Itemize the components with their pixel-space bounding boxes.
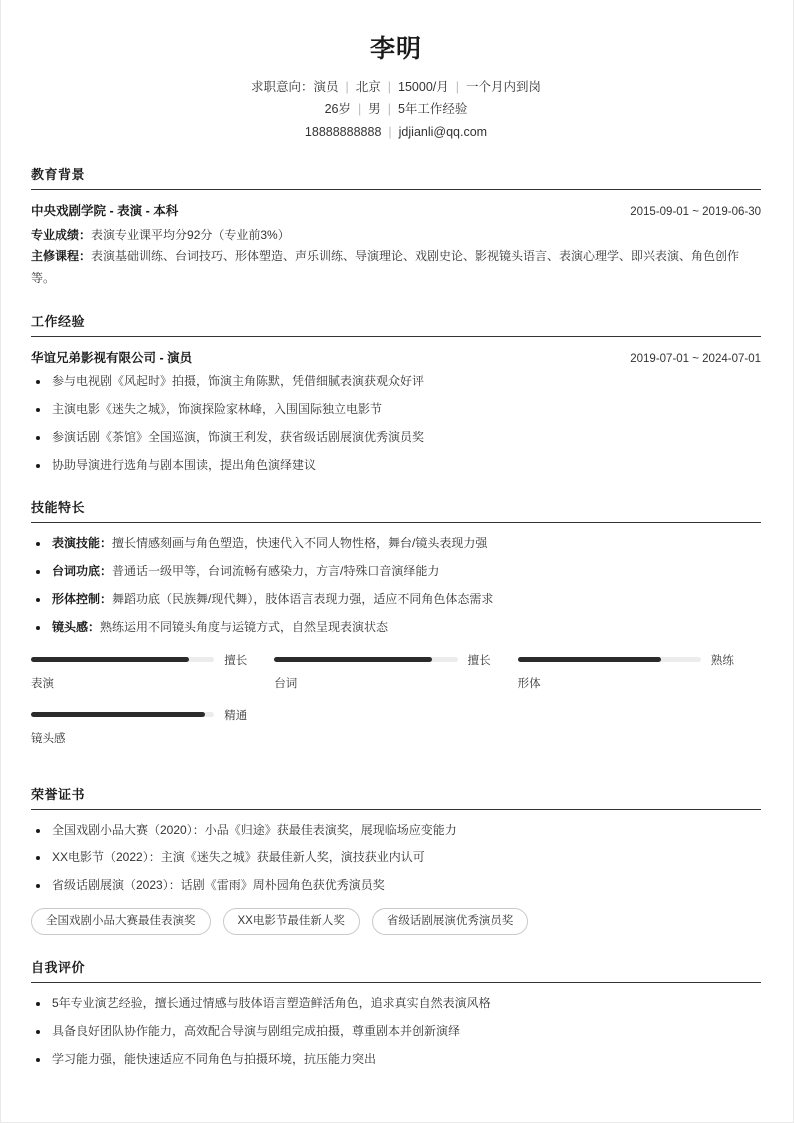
list-item [31,562,761,582]
job-intent-city: 北京 [355,80,381,94]
skill-bar-item [518,652,761,691]
list-item [31,618,761,638]
honor-tag: XX电影节最佳新人奖 [223,908,360,935]
skill-bar-track [274,657,457,662]
section-divider [31,336,761,337]
section-title-work: 工作经验 [31,314,86,330]
list-item: 具备良好团队协作能力，高效配合导演与剧组完成拍摄，尊重剧本并创新演绎 [31,1022,761,1042]
skill-description: 擅长情感刻画与角色塑造，快速代入不同人物性格，舞台/镜头表现力强 [112,536,488,551]
section-skills [31,497,761,761]
education-entry-header [31,201,761,219]
job-intent-availability: 一个月内到岗 [466,80,542,94]
separator: | [455,80,459,94]
list-item: 学习能力强，能快速适应不同角色与拍摄环境，抗压能力突出 [31,1050,761,1070]
work-date-range: 2019-07-01 ~ 2024-07-01 [630,353,761,366]
education-courses-label: 主修课程： [31,249,92,264]
age-value: 26岁 [324,102,351,117]
skill-bar-level: 熟练 [710,654,734,667]
skill-bar-track [518,657,701,662]
skill-bar-fill [31,657,189,662]
work-entry-header [31,348,761,366]
list-item: 参演话剧《茶馆》全国巡演，饰演王利发，获省级话剧展演优秀演员奖 [31,428,761,448]
section-work-experience [31,311,761,475]
education-courses-value: 表演基础训练、台词技巧、形体塑造、声乐训练、导演理论、戏剧史论、影视镜头语言、表演心理学、即兴表演、角色创作等。 [31,249,740,285]
section-divider [31,522,761,523]
skill-bar-item [31,652,274,691]
skill-bar-fill [31,712,205,717]
skill-bar-level: 擅长 [467,654,491,667]
education-grade-label: 专业成绩： [31,228,92,243]
evaluation-bullet-list [31,994,761,1069]
work-bullet-list [31,372,761,475]
education-courses-row [31,246,761,289]
skill-description: 熟练运用不同镜头角度与运镜方式，自然呈现表演状态 [100,619,389,634]
experience-years-value: 5年工作经验 [397,102,468,117]
list-item: 全国戏剧小品大赛（2020）：小品《归途》获最佳表演奖，展现临场应变能力 [31,821,761,841]
section-honors [31,784,761,935]
personal-info-line [31,100,761,119]
list-item [31,534,761,554]
skill-description: 舞蹈功底（民族舞/现代舞），肢体语言表现力强，适应不同角色体态需求 [112,591,494,606]
list-item: 5年专业演艺经验，擅长通过情感与肢体语言塑造鲜活角色，追求真实自然表演风格 [31,994,761,1014]
skill-bar-name: 台词 [274,677,298,690]
separator: | [345,80,349,94]
list-item: XX电影节（2022）：主演《迷失之城》获最佳新人奖，演技获业内认可 [31,848,761,868]
education-date-range: 2015-09-01 ~ 2019-06-30 [630,206,761,219]
list-item: 省级话剧展演（2023）：话剧《雷雨》周朴园角色获优秀演员奖 [31,876,761,896]
section-self-evaluation [31,957,761,1069]
skill-description: 普通话一级甲等，台词流畅有感染力，方言/特殊口音演绎能力 [112,564,440,579]
skill-bar-name: 表演 [31,677,54,690]
skill-bar-fill [274,657,432,662]
skill-label: 台词功底： [52,564,113,579]
skill-label: 形体控制： [52,591,113,606]
section-divider [31,809,761,810]
section-divider [31,189,761,190]
list-item: 协助导演进行选角与剧本围读，提出角色演绎建议 [31,456,761,476]
skill-bar-row [518,652,739,668]
skill-bar-track [31,657,214,662]
section-title-skills: 技能特长 [31,500,86,516]
skill-bar-level: 擅长 [224,654,248,667]
resume-header [31,34,761,142]
honor-tag-group [31,908,761,935]
section-title-honors: 荣誉证书 [31,786,86,802]
skill-bar-level: 精通 [224,709,248,722]
skill-bar-name: 镜头感 [31,732,66,745]
section-title-education: 教育背景 [31,167,86,183]
education-grade-row [31,225,761,246]
section-divider [31,982,761,983]
email-value: jdjianli@qq.com [398,124,488,139]
job-intent-line [31,78,761,97]
skill-bar-item [274,652,517,691]
skill-bar-item [31,707,274,746]
skill-label: 表演技能： [52,536,113,551]
honor-tag: 全国戏剧小品大赛最佳表演奖 [31,908,211,935]
job-intent-label: 求职意向： [250,80,314,94]
separator: | [387,102,391,117]
skills-bullet-list [31,534,761,637]
skill-bar-group [31,652,761,762]
job-intent-position: 演员 [313,80,339,94]
candidate-name: 李明 [369,35,422,63]
contact-info-line [31,123,761,142]
honor-tag: 省级话剧展演优秀演员奖 [372,908,529,935]
phone-value: 18888888888 [304,124,382,139]
skill-bar-row [31,652,252,668]
skill-bar-name: 形体 [517,677,541,690]
list-item: 主演电影《迷失之城》，饰演探险家林峰，入围国际独立电影节 [31,400,761,420]
honors-bullet-list [31,821,761,896]
skill-label: 镜头感： [52,619,101,634]
section-title-evaluation: 自我评价 [31,959,86,975]
section-education [31,164,761,289]
job-intent-salary: 15000/月 [398,80,449,94]
skill-bar-row [31,707,252,723]
separator: | [388,124,392,139]
separator: | [387,80,392,94]
gender-value: 男 [368,102,381,117]
work-company: 华谊兄弟影视有限公司 - 演员 [31,351,193,366]
separator: | [357,102,362,117]
skill-bar-row [274,652,495,668]
skill-bar-fill [518,657,661,662]
skill-bar-track [31,712,214,717]
list-item: 参与电视剧《风起时》拍摄，饰演主角陈默，凭借细腻表演获观众好评 [31,372,761,392]
list-item [31,590,761,610]
education-school: 中央戏剧学院 - 表演 - 本科 [31,204,179,219]
education-grade-value: 表演专业课平均分92分（专业前3%） [91,228,290,243]
